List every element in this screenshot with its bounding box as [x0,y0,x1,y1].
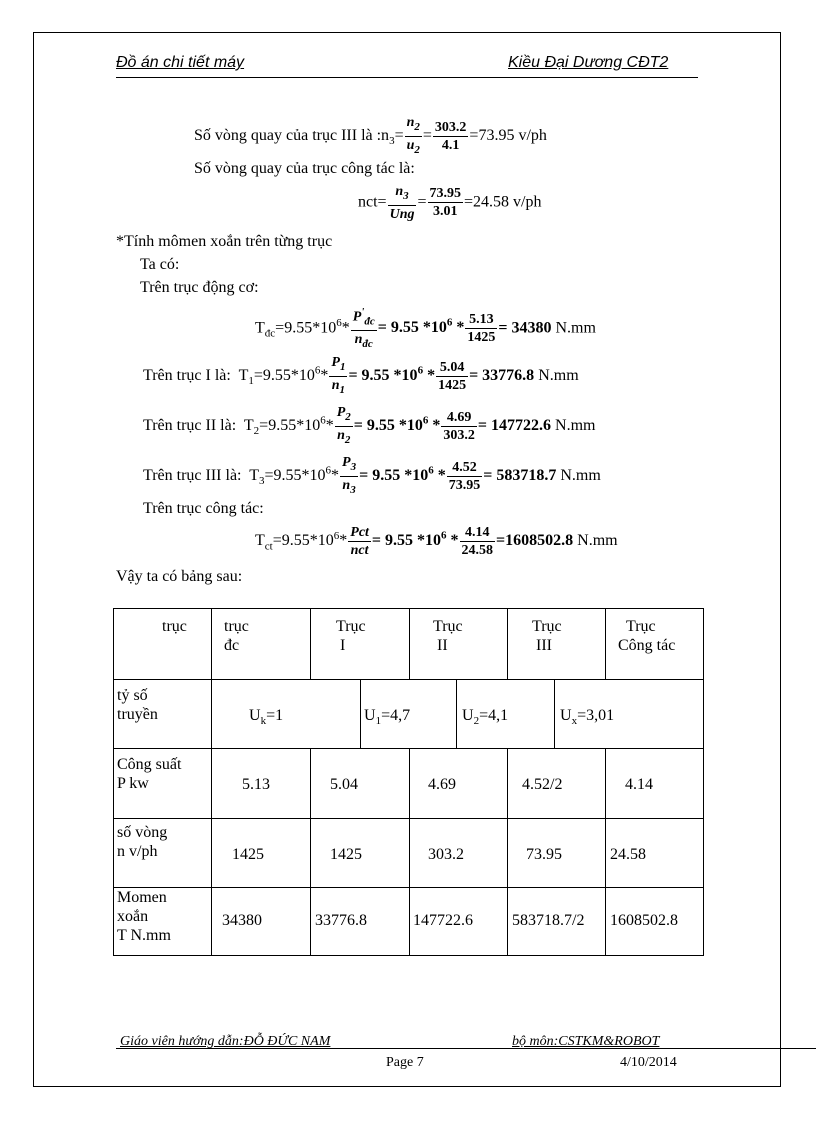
speed-cell: 303.2 [428,846,464,863]
ratio-cell: $U_x=3,01$ [560,707,615,728]
col-divider [507,748,508,955]
footer-left: Giáo viên hướng dẫn:ĐỖ ĐỨC NAM [120,1034,331,1049]
ratio-cell: $U_2=4,1$ [462,707,509,728]
col-divider [310,748,311,955]
row-label: Công suất P kw [117,756,182,792]
torque-heading: *Tính mômen xoắn trên từng trục [116,233,333,250]
fraction: $\frac{P_3}{n_3}$ [342,455,357,496]
work-speed-label: Số vòng quay của trục công tác là: [194,160,415,177]
fraction: $\frac{n_2}{u_2}$ [406,115,420,156]
col-divider [211,609,212,955]
footer-date: 4/10/2014 [620,1055,677,1070]
fraction: $\frac{n_3}{\text{Ung}}$ [389,184,415,222]
header-cell: Trục Công tác [618,618,676,654]
fraction: $\frac{5.13}{1425}$ [467,312,496,346]
footer-rule [116,1048,816,1049]
row-label: số vòng n v/ph [117,824,168,860]
fraction: $\frac{5.04}{1425}$ [438,359,467,393]
speed-cell: 73.95 [526,846,562,863]
col-divider [456,679,457,748]
fraction: $\frac{4.14}{24.58}$ [461,525,494,558]
speed-cell: 1425 [330,846,362,863]
col-divider [360,679,361,748]
power-cell: 4.69 [428,776,456,793]
col-divider [554,679,555,748]
torque-cell: 34380 [222,912,262,929]
col-divider [605,748,606,955]
torque-cell: 33776.8 [315,912,367,929]
header-left: Đồ án chi tiết máy [116,54,245,71]
work-shaft-label: Trên trục công tác: [143,500,264,517]
row-label: Momen xoắn T N.mm [117,889,171,944]
fraction: $\frac{4.52}{73.95}$ [448,459,481,493]
header-cell: Trục III [532,618,562,654]
power-cell: 4.14 [625,776,653,793]
fraction: $\frac{73.95}{3.01}$ [429,186,462,220]
fraction: $\frac{\text{Pct}}{\text{nct}}$ [350,525,369,558]
shaft3-speed-line: Số vòng quay của trục III là $:n_3=$ $\frac{n_2}{u_2}$ = $\frac{303.2}{4.1}$ =73.95 v/ph [194,114,547,159]
taco-label: Ta có: [140,256,180,273]
header-cell: Trục II [433,618,463,654]
shaft-parameter-table [113,608,704,956]
ratio-cell: $U_1=4,7$ [364,707,411,728]
power-cell: 5.04 [330,776,358,793]
shaft3-torque-formula: Trên trục III là: $T_3=9.55*10^6*$ $\frac{P_3}{n_3}$ = 9.55 $*10^6$ * $\frac{4.52}{73.95}$ = 583718.7 N.mm [143,454,601,499]
power-cell: 4.52/2 [522,776,563,793]
ratio-cell: $U_k=1$ [249,707,284,728]
fraction: $\frac{P_2}{n_2}$ [336,405,351,446]
col-divider [409,609,410,679]
fraction: $\frac{303.2}{4.1}$ [434,119,467,153]
header-cell: trục đc [224,618,249,654]
torque-cell: 1608502.8 [610,912,678,929]
row-divider [114,679,703,680]
fraction: $\frac{4.69}{303.2}$ [443,409,475,443]
fraction: $\frac{P_1}{n_1}$ [331,355,346,396]
shaft2-torque-formula: Trên trục II là: $T_2=9.55*10^6*$ $\frac{P_2}{n_2}$ = 9.55 $*10^6$ * $\frac{4.69}{303.2}$ = 147722.6 N.mm [143,404,595,449]
header-cell: Trục I [336,618,366,654]
work-torque-formula: $T_{ct}=9.55*10^6*$ $\frac{\text{Pct}}{\text{nct}}$ = 9.55 $*10^6$ * $\frac{4.14}{24.58}$ =1608502.8 N.mm [255,525,618,558]
col-divider [605,609,606,679]
header-cell: trục [162,618,187,635]
motor-torque-formula: $T_{đc}=9.55*10^6*$ $\frac{P'_{đc}}{n_{đc}}$ = 9.55 $*10^6$ * $\frac{5.13}{1425}$ = 34380 N.mm [255,304,596,353]
speed-cell: 24.58 [610,846,646,863]
col-divider [507,609,508,679]
footer-right: bộ môn:CSTKM&ROBOT [512,1034,660,1049]
power-cell: 5.13 [242,776,270,793]
row-label: tỷ số truyền [117,687,158,723]
work-speed-line: nct= $\frac{n_3}{\text{Ung}}$ = $\frac{73.95}{3.01}$ =24.58 v/ph [358,184,542,222]
page-number: Page 7 [386,1055,424,1070]
speed-cell: 1425 [232,846,264,863]
header-rule [116,77,698,78]
shaft1-torque-formula: Trên trục I là: $T_1=9.55*10^6*$ $\frac{P_1}{n_1}$ = 9.55 $*10^6$ * $\frac{5.04}{1425}$ = 33776.8 N.mm [143,354,579,399]
torque-cell: 583718.7/2 [512,912,585,929]
summary-text: Vậy ta có bảng sau: [116,568,243,585]
fraction: $\frac{P'_{đc}}{n_{đc}}$ [352,306,375,351]
torque-cell: 147722.6 [413,912,473,929]
header-right: Kiều Đại Dương CĐT2 [508,54,669,71]
col-divider [310,609,311,679]
col-divider [409,748,410,955]
motor-shaft-label: Trên trục động cơ: [140,279,259,296]
